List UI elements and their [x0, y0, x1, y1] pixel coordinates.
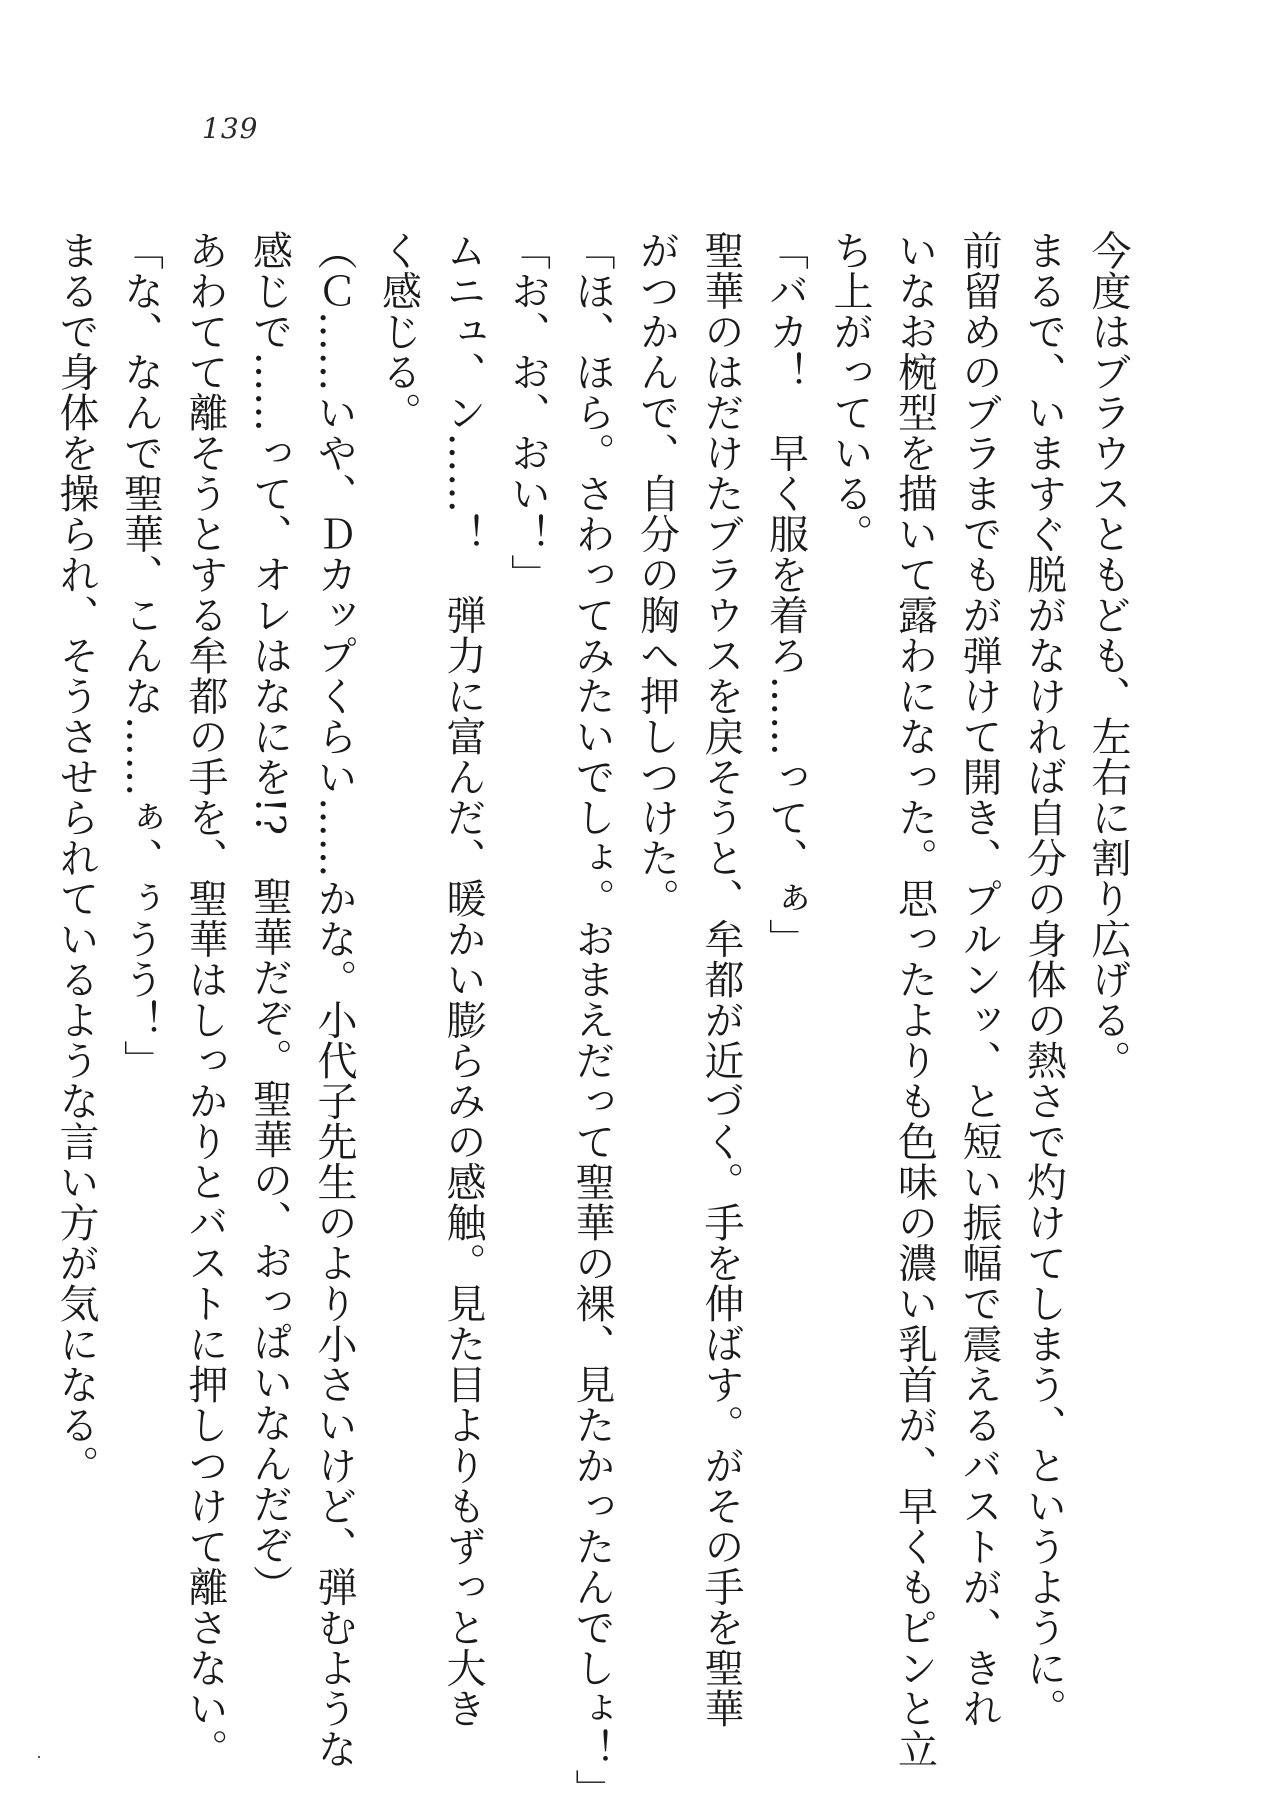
text-line: 今度はブラウスともども、左右に割り広げる。	[1085, 230, 1131, 1081]
scan-speck	[38, 1756, 40, 1758]
text-line: 「お、お、おい！」	[504, 230, 551, 595]
text-line: 「バカ！ 早く服を着ろ……って、ぁ」	[762, 230, 809, 959]
text-line: ムニュ、ン……！ 弾力に富んだ、暖かい膨らみの感触。見た目よりもずっと大き	[440, 230, 486, 1729]
text-line: 聖華のはだけたブラウスを戻そうと、牟都が近づく。手を伸ばす。がその手を聖華	[698, 230, 744, 1729]
text-line: あわてて離そうとする牟都の手を、聖華はしっかりとバストに押しつけて離さない。	[182, 230, 228, 1769]
text-line: まるで身体を操られ、そうさせられているような言い方が気になる。	[53, 230, 99, 1486]
text-line: ち上がっている。	[827, 230, 873, 554]
text-line: 前留めのブラまでもが弾けて開き、プルンッ、と短い振幅で震えるバストが、きれ	[956, 230, 1002, 1729]
text-line: （Ｃ……いや、Ｄカップくらい……かな。小代子先生のより小さいけど、弾むような	[311, 230, 357, 1769]
text-line: まるで、いますぐ脱がなければ自分の身体の熱さで灼けてしまう、というように。	[1020, 230, 1067, 1729]
text-line: 「な、なんで聖華、こんな……ぁ、ぅうう！」	[117, 230, 164, 1081]
text-line: 「ほ、ほら。さわってみたいでしょ。おまえだって聖華の裸、見たかったんでしょ！」	[569, 230, 615, 1810]
page-number: 139	[202, 112, 259, 145]
text-line: いなお椀型を描いて露わになった。思ったよりも色味の濃い乳首が、早くもピンと立	[891, 230, 938, 1769]
text-line: 感じで……って、オレはなにを!? 聖華だぞ。聖華の、おっぱいなんだぞ）	[246, 230, 293, 1606]
text-line: がつかんで、自分の胸へ押しつけた。	[633, 230, 680, 919]
text-line: く感じる。	[375, 230, 422, 433]
novel-text-body	[53, 230, 1140, 1810]
